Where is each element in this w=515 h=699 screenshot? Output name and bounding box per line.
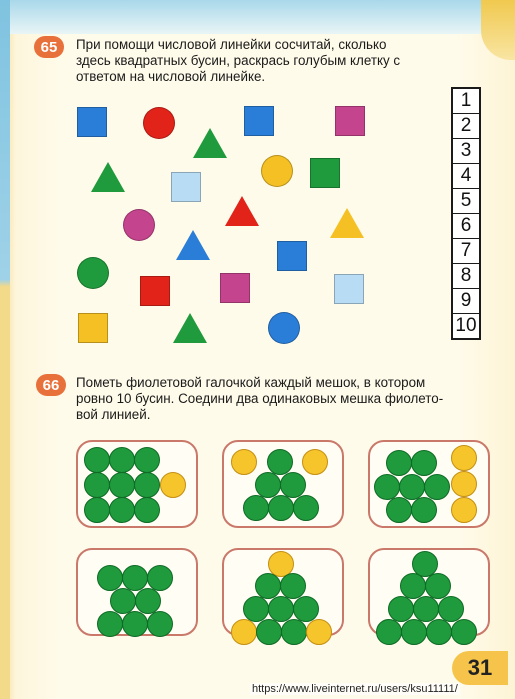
pink-square-icon xyxy=(220,273,250,303)
green-bead-icon xyxy=(401,619,427,645)
yellow-bead-icon xyxy=(306,619,332,645)
task-65-line-2: здесь квадратных бусин, раскрась голубым клетку с xyxy=(76,53,401,68)
task-65-text xyxy=(76,37,448,85)
pink-square-icon xyxy=(335,106,365,136)
ruler-cell[interactable]: 3 xyxy=(453,139,479,164)
green-bead-icon xyxy=(425,573,451,599)
left-strip xyxy=(0,0,10,699)
green-bead-icon xyxy=(135,588,161,614)
green-bead-icon xyxy=(280,472,306,498)
green-bead-icon xyxy=(438,596,464,622)
red-square-icon xyxy=(140,276,170,306)
yellow-circle-icon xyxy=(261,155,293,187)
green-triangle-icon xyxy=(173,313,207,343)
green-bead-icon xyxy=(411,497,437,523)
green-bead-icon xyxy=(374,474,400,500)
green-bead-icon xyxy=(413,596,439,622)
green-bead-icon xyxy=(400,573,426,599)
ruler-cell[interactable]: 2 xyxy=(453,114,479,139)
green-bead-icon xyxy=(84,497,110,523)
green-bead-icon xyxy=(147,565,173,591)
task-66-line-2: ровно 10 бусин. Соедини два одинаковых мешка фиолето- xyxy=(76,391,444,406)
ruler-cell[interactable]: 10 xyxy=(455,315,477,336)
green-bead-icon xyxy=(122,565,148,591)
green-bead-icon xyxy=(110,588,136,614)
green-bead-icon xyxy=(386,450,412,476)
yellow-bead-icon xyxy=(451,471,477,497)
watermark: https://www.liveinternet.ru/users/ksu11111/ xyxy=(252,683,458,695)
green-bead-icon xyxy=(109,447,135,473)
ruler-cell[interactable]: 4 xyxy=(453,164,479,189)
ruler-cell[interactable]: 1 xyxy=(453,89,479,114)
red-circle-icon xyxy=(143,107,175,139)
blue-square-icon xyxy=(77,107,107,137)
top-band xyxy=(0,0,515,34)
ruler-cell[interactable]: 7 xyxy=(453,239,479,264)
green-bead-icon xyxy=(268,495,294,521)
green-bead-icon xyxy=(256,619,282,645)
yellow-bead-icon xyxy=(231,619,257,645)
task-66-badge: 66 xyxy=(36,374,66,396)
yellow-bead-icon xyxy=(231,449,257,475)
green-bead-icon xyxy=(84,472,110,498)
green-bead-icon xyxy=(424,474,450,500)
green-square-icon xyxy=(310,158,340,188)
green-bead-icon xyxy=(293,596,319,622)
green-circle-icon xyxy=(77,257,109,289)
green-bead-icon xyxy=(281,619,307,645)
task-66-text xyxy=(76,375,448,423)
blue-square-icon xyxy=(277,241,307,271)
green-bead-icon xyxy=(293,495,319,521)
yellow-bead-icon xyxy=(160,472,186,498)
page-number: 31 xyxy=(452,651,508,685)
green-bead-icon xyxy=(109,472,135,498)
blue-circle-icon xyxy=(268,312,300,344)
green-bead-icon xyxy=(97,611,123,637)
lightblue-square-icon xyxy=(334,274,364,304)
yellow-triangle-icon xyxy=(330,208,364,238)
blue-square-icon xyxy=(244,106,274,136)
task-65-line-1: При помощи числовой линейки сосчитай, сколько xyxy=(76,37,387,52)
ruler-cell[interactable]: 6 xyxy=(453,214,479,239)
yellow-bead-icon xyxy=(451,497,477,523)
lightblue-square-icon xyxy=(171,172,201,202)
green-bead-icon xyxy=(388,596,414,622)
green-bead-icon xyxy=(243,495,269,521)
yellow-bead-icon xyxy=(451,445,477,471)
yellow-bead-icon xyxy=(302,449,328,475)
task-65-line-3: ответом на числовой линейке. xyxy=(76,69,266,84)
green-bead-icon xyxy=(134,447,160,473)
green-bead-icon xyxy=(267,449,293,475)
ruler-cell[interactable]: 8 xyxy=(453,264,479,289)
pink-circle-icon xyxy=(123,209,155,241)
green-bead-icon xyxy=(243,596,269,622)
red-triangle-icon xyxy=(225,196,259,226)
task-66-line-1: Пометь фиолетовой галочкой каждый мешок, в котором xyxy=(76,375,426,390)
green-bead-icon xyxy=(280,573,306,599)
green-bead-icon xyxy=(451,619,477,645)
green-bead-icon xyxy=(255,472,281,498)
green-bead-icon xyxy=(147,611,173,637)
green-bead-icon xyxy=(411,450,437,476)
task-65-badge: 65 xyxy=(34,36,64,58)
green-bead-icon xyxy=(122,611,148,637)
green-bead-icon xyxy=(97,565,123,591)
green-bead-icon xyxy=(134,497,160,523)
ruler-cell[interactable]: 9 xyxy=(453,289,479,314)
green-bead-icon xyxy=(426,619,452,645)
green-bead-icon xyxy=(255,573,281,599)
green-bead-icon xyxy=(134,472,160,498)
green-bead-icon xyxy=(268,596,294,622)
blue-triangle-icon xyxy=(176,230,210,260)
yellow-square-icon xyxy=(78,313,108,343)
task-66-line-3: вой линией. xyxy=(76,407,151,422)
green-triangle-icon xyxy=(91,162,125,192)
green-bead-icon xyxy=(399,474,425,500)
green-bead-icon xyxy=(386,497,412,523)
green-triangle-icon xyxy=(193,128,227,158)
green-bead-icon xyxy=(84,447,110,473)
green-bead-icon xyxy=(376,619,402,645)
ruler-cell[interactable]: 5 xyxy=(453,189,479,214)
green-bead-icon xyxy=(109,497,135,523)
number-ruler xyxy=(451,87,481,340)
